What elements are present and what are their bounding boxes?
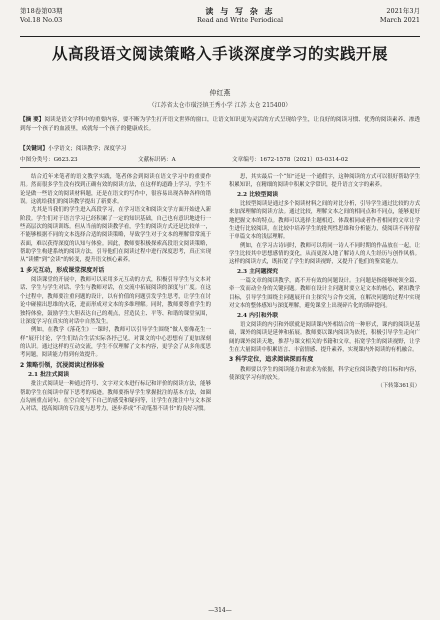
- continued-note: （下转第361页）: [377, 383, 420, 390]
- section-heading: 3 科学定位，追求阅读深而有度: [229, 356, 314, 364]
- issue-date: [380, 7, 420, 25]
- abstract: [20, 116, 420, 134]
- body-paragraph: 例如，在学习古诗词时，教师可以将同一诗人不同时期的作品放在一起，让学生比较其中思想感情的变化，从而更深入地了解诗人的人生经历与创作风格。这样的阅读方式，既拓宽了学生的阅读视野，又提升了他们的鉴赏能力。: [229, 242, 420, 266]
- clc-number: 中图分类号：G623.23: [20, 157, 78, 163]
- journal-name-en: Read and Write Periodical: [196, 16, 284, 24]
- date-en: March 2021: [379, 16, 420, 24]
- abstract-label: 【摘 要】: [20, 117, 45, 123]
- abstract-separator: [20, 167, 420, 168]
- body-paragraph: 一篇文章的阅读教学，离不开有效的问题设计。主问题是指能够统领全篇、牵一发而动全身的关键问题。教师在设计主问题时要立足文本的核心，紧扣教学目标，引导学生围绕主问题展开自主探究与合作交流，在解决问题的过程中实现对文本的整体感知与深度理解，避免课堂上出现碎片化的琐碎提问。: [229, 278, 420, 310]
- document-code: 文献标识码：A: [138, 157, 176, 163]
- volume-info: [20, 7, 63, 25]
- date-cn: 2021年3月: [386, 7, 420, 15]
- body-paragraph: 例如，在教学《落花生》一课时，教师可以引导学生围绕“做人要像花生一样”展开讨论，学生们结合生活实际各抒己见，对课文的中心思想有了更加深刻的认识。通过这样的互动交流，学生不仅理解了文本内容，更学会了从多角度思考问题，阅读能力得到有效提升。: [20, 327, 211, 359]
- section-heading: 2.1 批注式阅读: [28, 371, 70, 378]
- body-paragraph: 尤其是当我们的学生进入高段学习，在学习语文和阅读文学方面开始进入新阶段。学生们对于语言学习已经积累了一定的知识基础，自己也有意识地进行一些高层次的阅读训练。但从当前的阅读教学看，学生的阅读方式还是比较单一，不能够根据不同的文本选择合适的阅读策略，导致学生对于文本的理解常常流于表面，难以获得深度的认知与体验。因此，教师要积极探索高段语文阅读策略，帮助学生构建系统的阅读方法，引导他们在阅读过程中进行深度思考，真正实现从“读懂”到“会读”的转变，提升语文核心素养。: [20, 207, 211, 264]
- body-paragraph: 阅读课堂的开展中，教师可以采用多元互动的方式，积极引导学生与文本对话、学生与学生对话、学生与教师对话，在交流中拓展阅读的深度与广度。在这个过程中，教师要注重问题的设计，以有价值的问题引发学生思考，让学生在讨论中碰撞出思维的火花，进而形成对文本的多维理解。同时，教师要尊重学生的独特体验，鼓励学生大胆表达自己的观点，营造民主、平等、和谐的课堂氛围，让深度学习在真实的对话中自然发生。: [20, 277, 211, 325]
- body-paragraph: 教师要以学生的阅读能力和需求为依据，科学定位阅读教学的目标和内容，使深度学习有的放矢。: [229, 366, 420, 381]
- keywords-label: 【关键词】: [20, 146, 48, 152]
- journal-name-cn: 读 与 写 杂 志: [205, 6, 275, 16]
- section-heading: 2.2 比较型阅读: [237, 191, 279, 198]
- section-heading: 2 策略引领，沉浸阅读过程体验: [20, 361, 105, 369]
- body-paragraph: 思，其实最后一个“知”还是一个通假字，这种阅读的方式可以很好帮助学生积累知识，在精细的阅读中积累文学常识，提升语言文字的素养。: [229, 174, 420, 189]
- header-rule: [20, 36, 420, 37]
- section-heading: 2.4 内引和外联: [237, 312, 279, 319]
- page-number: —314—: [208, 607, 232, 614]
- volume-cn: 第18卷第03期: [20, 7, 63, 15]
- keywords: [20, 144, 420, 152]
- left-column: [20, 173, 211, 414]
- body-paragraph: 语文阅读的内引和外联就是阅读课内外相结合的一种形式，课内的阅读是基础，课外的阅读是延伸和拓展。教师要以课内阅读为依托，积极引导学生走向广阔的课外阅读天地，推荐与课文相关的书籍和文章，拓宽学生的阅读视野，让学生在大量阅读中积累语言、丰富情感、提升素养，实现课内外阅读的有机融合。: [229, 321, 420, 353]
- section-heading: 2.3 主问题探究: [237, 268, 279, 275]
- journal-name: [170, 7, 310, 25]
- article-number: 文章编号：1672-1578（2021）03-0314-02: [232, 157, 349, 163]
- body-paragraph: 结合近年来笔者的语文教学实践，笔者体会到阅读在语文学习中的重要作用。然而很多学生没有找到正确有效的阅读方法，在这样的道路上学习，学生不论是做一些语文的阅读材料题，还是在语文的写作中，很容易出现各种各样的错误。这就给我们的阅读教学提出了新要求。: [20, 174, 211, 206]
- body-paragraph: 比较型阅读是通过多个阅读材料之间的对比分析，引导学生通过比较的方式来加深理解的阅读方法。通过比较，理解文本之间的相同点和不同点，能够更好地把握文本的特点。教师可以选择主题相近、体裁相同或者作者相同的文章让学生进行比较阅读，在比较中培养学生的批判性思维和分析能力，使阅读不再停留于单篇文本的浅层理解。: [229, 201, 420, 241]
- body-paragraph: 批注式阅读是一种通过符号、文字对文本进行标记和评价的阅读方法，能够帮助学生在阅读中留下思考的痕迹。教师要指导学生掌握批注的基本方法，如圈点勾画重点词句、在空白处写下自己的感受和疑问等，让学生在批注中与文本深入对话，提高阅读的专注度与思考力，逐步养成“不动笔墨不读书”的良好习惯。: [20, 381, 211, 413]
- section-heading: 1 多元互动，形成课堂深度对话: [20, 266, 105, 274]
- right-column: [229, 173, 420, 391]
- keywords-text: 小学语文；阅读教学；深度学习: [47, 146, 127, 152]
- volume-en: Vol.18 No.03: [20, 16, 63, 24]
- running-header: [20, 7, 420, 37]
- abstract-text: 阅读是语文学科中的重要内容，要不断为学生打开语文世界的窗口，让语文知识更为灵活的方式呈现给学生，让良好的阅读习惯、优秀的阅读素养、渗透到每一个孩子的血液里，成就每一个孩子的健康成长。: [20, 117, 420, 133]
- author-name: 仲红燕: [209, 89, 231, 97]
- author-affiliation: （江苏省太仓市璜泾镇王秀小学 江苏 太仓 215400）: [148, 102, 292, 109]
- classification-line: [20, 155, 420, 164]
- article-title: 从高段语文阅读策略入手谈深度学习的实践开展: [51, 45, 388, 63]
